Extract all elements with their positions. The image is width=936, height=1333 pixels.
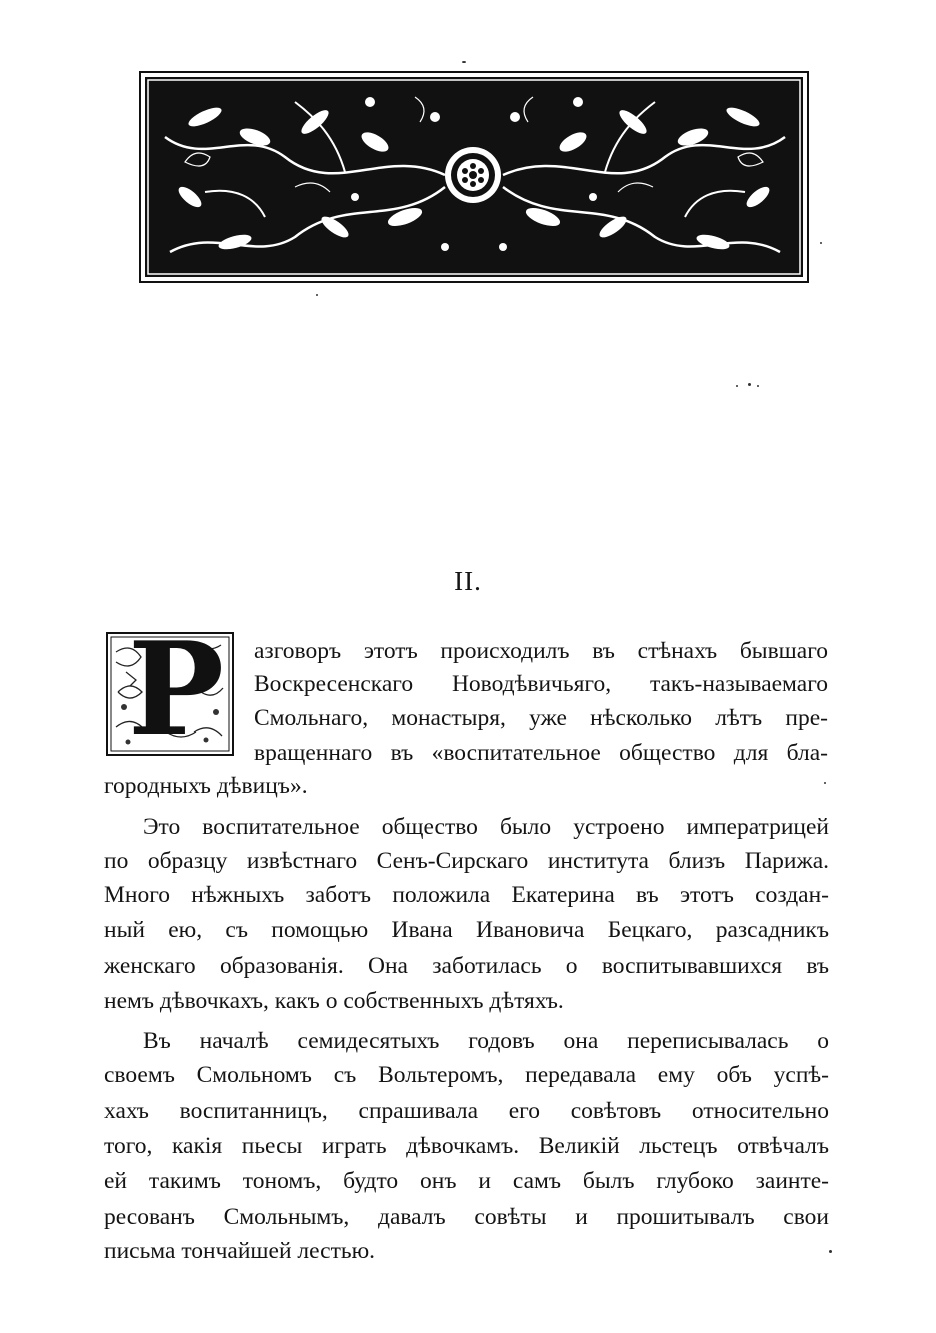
text-line: городныхъ дѣвицъ».	[104, 773, 308, 799]
text-line: вращеннаго въ «воспитательное общество для бла-	[254, 740, 828, 766]
text-line: хахъ воспитанницъ, спрашивала его совѣтовъ относительно	[104, 1098, 829, 1124]
scan-speck	[820, 242, 822, 244]
scan-speck	[824, 782, 826, 784]
text-line: азговоръ этотъ происходилъ въ стѣнахъ бывшаго	[254, 638, 828, 664]
text-line: письма тончайшей лестью.	[104, 1238, 375, 1264]
floral-ornament-icon	[145, 77, 803, 277]
text-line: ей такимъ тономъ, будто онъ и самъ былъ глубоко заинте-	[104, 1168, 829, 1194]
text-line: по образцу извѣстнаго Сенъ-Сирскаго института близъ Парижа.	[104, 848, 829, 874]
text-line: своемъ Смольномъ съ Вольтеромъ, передавала ему объ успѣ-	[104, 1062, 829, 1088]
chapter-number: II.	[454, 566, 482, 596]
text-line: Въ началѣ семидесятыхъ годовъ она переписывалась о	[143, 1028, 829, 1054]
decorative-headpiece	[139, 71, 809, 283]
text-line: того, какія пьесы играть дѣвочкамъ. Великій льстецъ отвѣчалъ	[104, 1133, 829, 1159]
scan-speck	[316, 294, 318, 296]
scan-speck	[736, 385, 738, 387]
text-line: женскаго образованія. Она заботилась о воспитывавшихся въ	[104, 953, 829, 979]
text-line: Много нѣжныхъ заботъ положила Екатерина въ этотъ создан-	[104, 882, 829, 908]
text-line: Смольнаго, монастыря, уже нѣсколько лѣтъ пре-	[254, 705, 828, 731]
scan-speck	[462, 61, 466, 63]
text-line: Воскресенскаго Новодѣвичьяго, такъ-называемаго	[254, 671, 828, 697]
scan-speck	[757, 385, 759, 387]
scan-speck	[829, 1250, 832, 1253]
text-line: ресованъ Смольнымъ, давалъ совѣты и прошитывалъ свои	[104, 1204, 829, 1230]
text-line: немъ дѣвочкахъ, какъ о собственныхъ дѣтяхъ.	[104, 988, 564, 1014]
drop-cap-letter: Р	[127, 615, 225, 765]
scan-speck	[748, 383, 751, 386]
text-line: ный ею, съ помощью Ивана Ивановича Бецкаго, разсадникъ	[104, 917, 829, 943]
text-line: Это воспитательное общество было устроено императрицей	[143, 814, 829, 840]
